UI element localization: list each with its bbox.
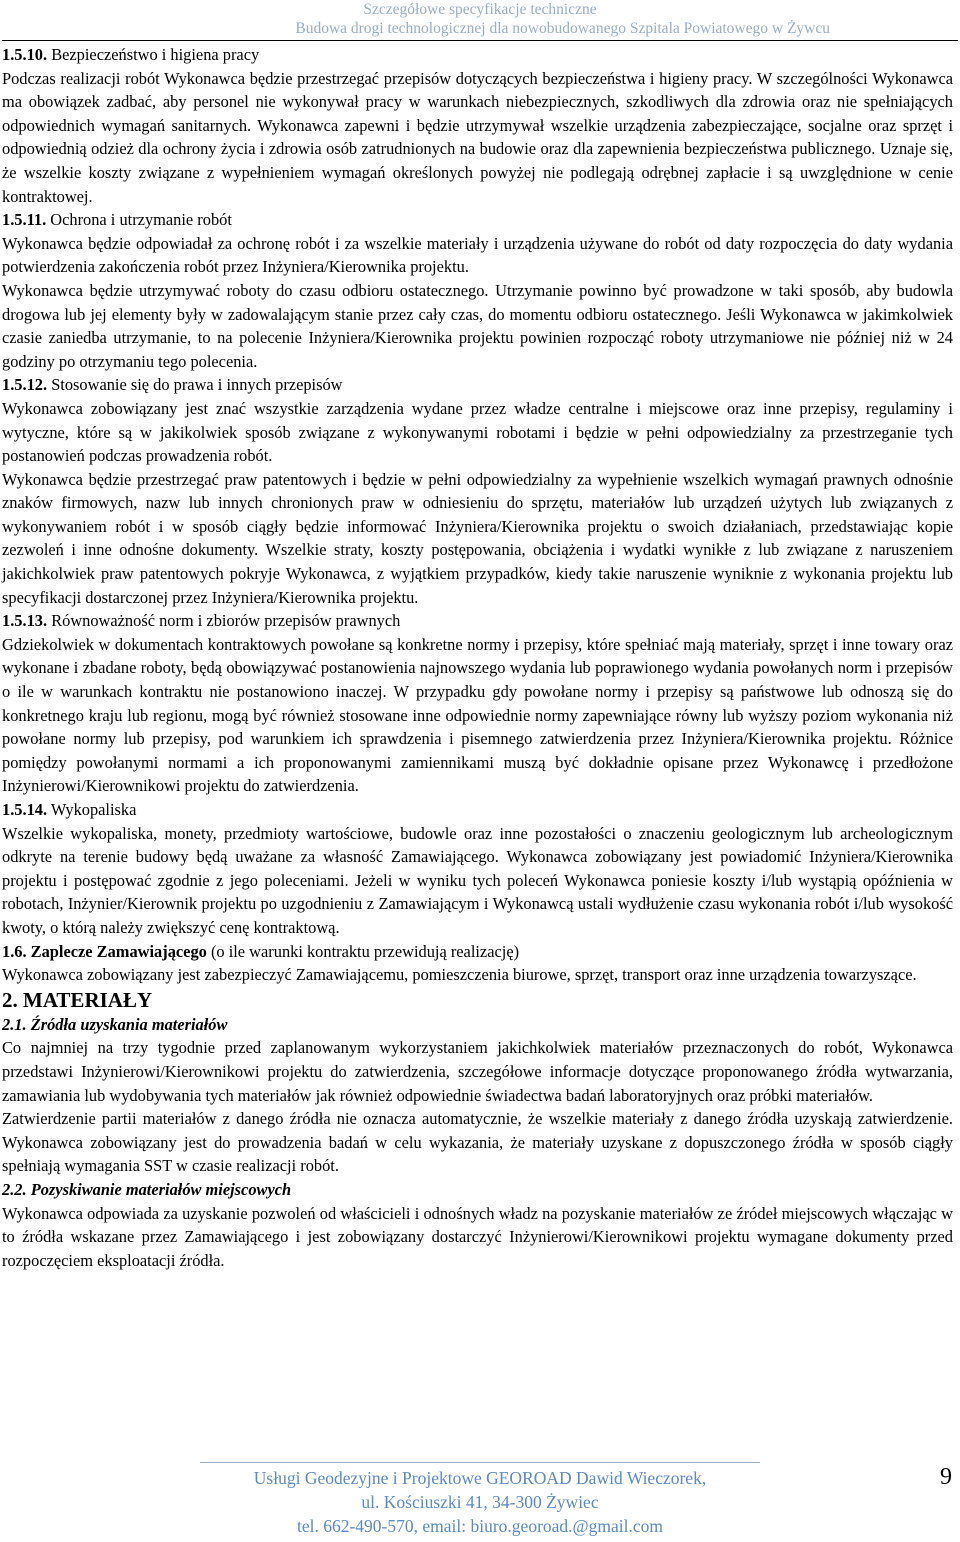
section-1-5-10-heading [2,43,953,67]
chapter-heading: 2. MATERIAŁY [2,987,153,1012]
document-body [2,43,953,1272]
paragraph: Wykonawca będzie odpowiadał za ochronę robót i za wszelkie materiały i urządzenia używane do robót od daty rozpoczęcia do daty wydania potwierdzenia zakończenia robót przez Inżyniera/Kierownika projektu. [2,233,953,277]
footer-contact: tel. 662-490-570, email: biuro.georoad.@gmail.com [296,1516,664,1536]
section-number: 1.5.12. [2,375,48,395]
section-title: Bezpieczeństwo i higiena pracy [51,45,260,64]
section-1-5-12-heading [2,373,953,397]
header-subtitle: Budowa drogi technologicznej dla nowobudowanego Szpitala Powiatowego w Żywcu [295,20,830,37]
paragraph: Zatwierdzenie partii materiałów z danego źródła nie oznacza automatycznie, że wszelkie materiały z danego źródła uzyskają zatwierdzenie. Wykonawca zobowiązany jest do prowadzenia badań w celu wykazania, że materiały uzyskane z dopuszczonego źródła w sposób ciągły spełniają wymagania SST w czasie realizacji robót. [2,1109,953,1176]
paragraph: Wykonawca będzie przestrzegać praw patentowych i będzie w pełni odpowiedzialny za wypełnienie wszelkich wymagań prawnych odnośnie znaków firmowych, nazw lub innych chronionych praw w odniesieniu do sprzętu, materiałów lub urządzeń użytych lub związanych z wykonywaniem robót i w sposób ciągły będzie informować Inżyniera/Kierownika projektu o swoich działaniach, przedstawiając kopie zezwoleń i inne odnośne dokumenty. Wszelkie straty, koszty postępowania, obciążenia i wydatki wynikłe z lub związane z naruszeniem jakichkolwiek praw patentowych pokryje Wykonawca, z wyjątkiem przypadków, kiedy takie naruszenie wyniknie z wykonania projektu lub specyfikacji dostarczonej przez Inżyniera/Kierownika projektu. [2,469,953,607]
section-title: Wykopaliska [50,800,137,819]
header-divider [2,40,958,41]
section-title: 1.6. Zaplecze Zamawiającego [2,941,207,961]
paragraph: Wykonawca zobowiązany jest znać wszystkie zarządzenia wydane przez władze centralne i miejscowe oraz inne przepisy, regulaminy i wytyczne, które są w jakikolwiek sposób związane z wykonywanymi robotami i będzie w pełni odpowiedzialny za przestrzeganie tych postanowień podczas prowadzenia robót. [2,398,953,466]
paragraph: Wykonawca zobowiązany jest zabezpieczyć Zamawiającemu, pomieszczenia biurowe, sprzęt, transport oraz inne urządzenia towarzyszące. [2,965,917,985]
paragraph: Wykonawca odpowiada za uzyskanie pozwoleń od właścicieli i odnośnych władz na pozyskanie materiałów ze źródeł miejscowych włączając w to źródła wskazane przez Zamawiającego i jest zobowiązany dostarczyć Inżynierowi/Kierownikowi projektu wymagane dokumenty przed rozpoczęciem eksploatacji źródła. [2,1203,953,1270]
section-1-5-11-heading [2,208,953,232]
section-2-1-heading [2,1013,953,1037]
section-1-5-13-heading [2,609,953,633]
section-note: (o ile warunki kontraktu przewidują realizację) [210,941,520,961]
footer-divider [200,1462,760,1463]
section-title: Źródła uzyskania materiałów [30,1014,228,1034]
section-2-2-heading [2,1178,953,1202]
section-number: 1.5.11. [2,210,47,230]
section-number: 1.5.14. [2,800,48,819]
header-title: Szczegółowe specyfikacje techniczne [363,1,597,18]
paragraph: Gdziekolwiek w dokumentach kontraktowych powołane są konkretne normy i przepisy, które spełniać mają materiały, sprzęt i inne towary oraz wykonane i zbadane roboty, będą obowiązywać postanowienia najnowszego wydania lub poprawionego wydania powołanych norm i przepisów o ile w warunkach kontraktu nie postanowiono inaczej. W przypadku gdy powołane normy i przepisy są państwowe lub odnoszą się do konkretnego kraju lub regionu, mogą być również stosowane inne odpowiednie normy zapewniające równy lub wyższy poziom wykonania niż powołane normy lub przepisy, pod warunkiem ich sprawdzenia i pisemnego zatwierdzenia przez Inżyniera/Kierownika projektu. Różnice pomiędzy powołanymi normami a ich proponowanymi zamiennikami muszą być dokładnie opisane przez Wykonawcę i przedłożone Inżynierowi/Kierownikowi projektu do zatwierdzenia. [2,634,953,796]
footer-company: Usługi Geodezyjne i Projektowe GEOROAD Dawid Wieczorek, [253,1468,707,1488]
page-number: 9 [940,1464,952,1490]
section-number: 2.1. [2,1014,27,1034]
footer-address [0,1466,960,1538]
paragraph: Podczas realizacji robót Wykonawca będzie przestrzegać przepisów dotyczących bezpieczeństwa i higieny pracy. W szczególności Wykonawca ma obowiązek zadbać, aby personel nie wykonywał pracy w warunkach niebezpiecznych, szkodliwych dla zdrowia oraz nie spełniających odpowiednich wymagań sanitarnych. Wykonawca zapewni i będzie utrzymywał wszelkie urządzenia zabezpieczające, socjalne oraz sprzęt i odpowiednią odzież dla ochrony życia i zdrowia osób zatrudnionych na budowie oraz dla zapewnienia bezpieczeństwa publicznego. Uznaje się, że wszelkie koszty związane z wypełnieniem wymagań określonych powyżej nie podlegają odrębnej zapłacie i są uwzględnione w cenie kontraktowej. [2,68,953,206]
section-title: Równoważność norm i zbiorów przepisów prawnych [51,611,401,631]
paragraph: Co najmniej na trzy tygodnie przed zaplanowanym wykorzystaniem jakichkolwiek materiałów przeznaczonych do robót, Wykonawca przedstawi Inżynierowi/Kierownikowi projektu do zatwierdzenia, szczegółowe informacje dotyczące proponowanego źródła wytwarzania, zamawiania lub wydobywania tych materiałów jak również odpowiednie świadectwa badań laboratoryjnych oraz próbki materiałów. [2,1038,953,1105]
section-title: Ochrona i utrzymanie robót [50,210,232,230]
section-title: Stosowanie się do prawa i innych przepisów [51,375,343,395]
section-number: 1.5.10. [2,45,48,64]
section-1-5-14-heading [2,798,953,822]
paragraph: Wszelkie wykopaliska, monety, przedmioty wartościowe, budowle oraz inne pozostałości o znaczeniu geologicznym lub archeologicznym odkryte na terenie budowy będą uważane za własność Zamawiającego. Wykonawca zobowiązany jest powiadomić Inżyniera/Kierownika projektu i postępować zgodnie z jego poleceniami. Jeżeli w wyniku tych poleceń Wykonawca poniesie koszty i/lub wystąpią opóźnienia w robotach, Inżynier/Kierownik projektu po uzgodnieniu z Zamawiającym i Wykonawcą ustali wydłużenie czasu wykonania robót i/lub wysokość kwoty, o którą należy zwiększyć cenę kontraktową. [2,823,953,937]
paragraph: Wykonawca będzie utrzymywać roboty do czasu odbioru ostatecznego. Utrzymanie powinno być prowadzone w taki sposób, aby budowla drogowa lub jej elementy były w zadowalającym stanie przez cały czas, do momentu odbioru ostatecznego. Jeśli Wykonawca w jakimkolwiek czasie zaniedba utrzymanie, to na polecenie Inżyniera/Kierownika projektu powinien rozpocząć roboty utrzymaniowe nie później niż w 24 godziny po otrzymaniu tego polecenia. [2,280,953,371]
section-number: 1.5.13. [2,611,48,631]
section-1-6-heading [2,940,953,964]
section-number: 2.2. [2,1179,27,1199]
footer-street: ul. Kościuszki 41, 34-300 Żywiec [361,1492,599,1512]
section-title: Pozyskiwanie materiałów miejscowych [30,1179,292,1199]
